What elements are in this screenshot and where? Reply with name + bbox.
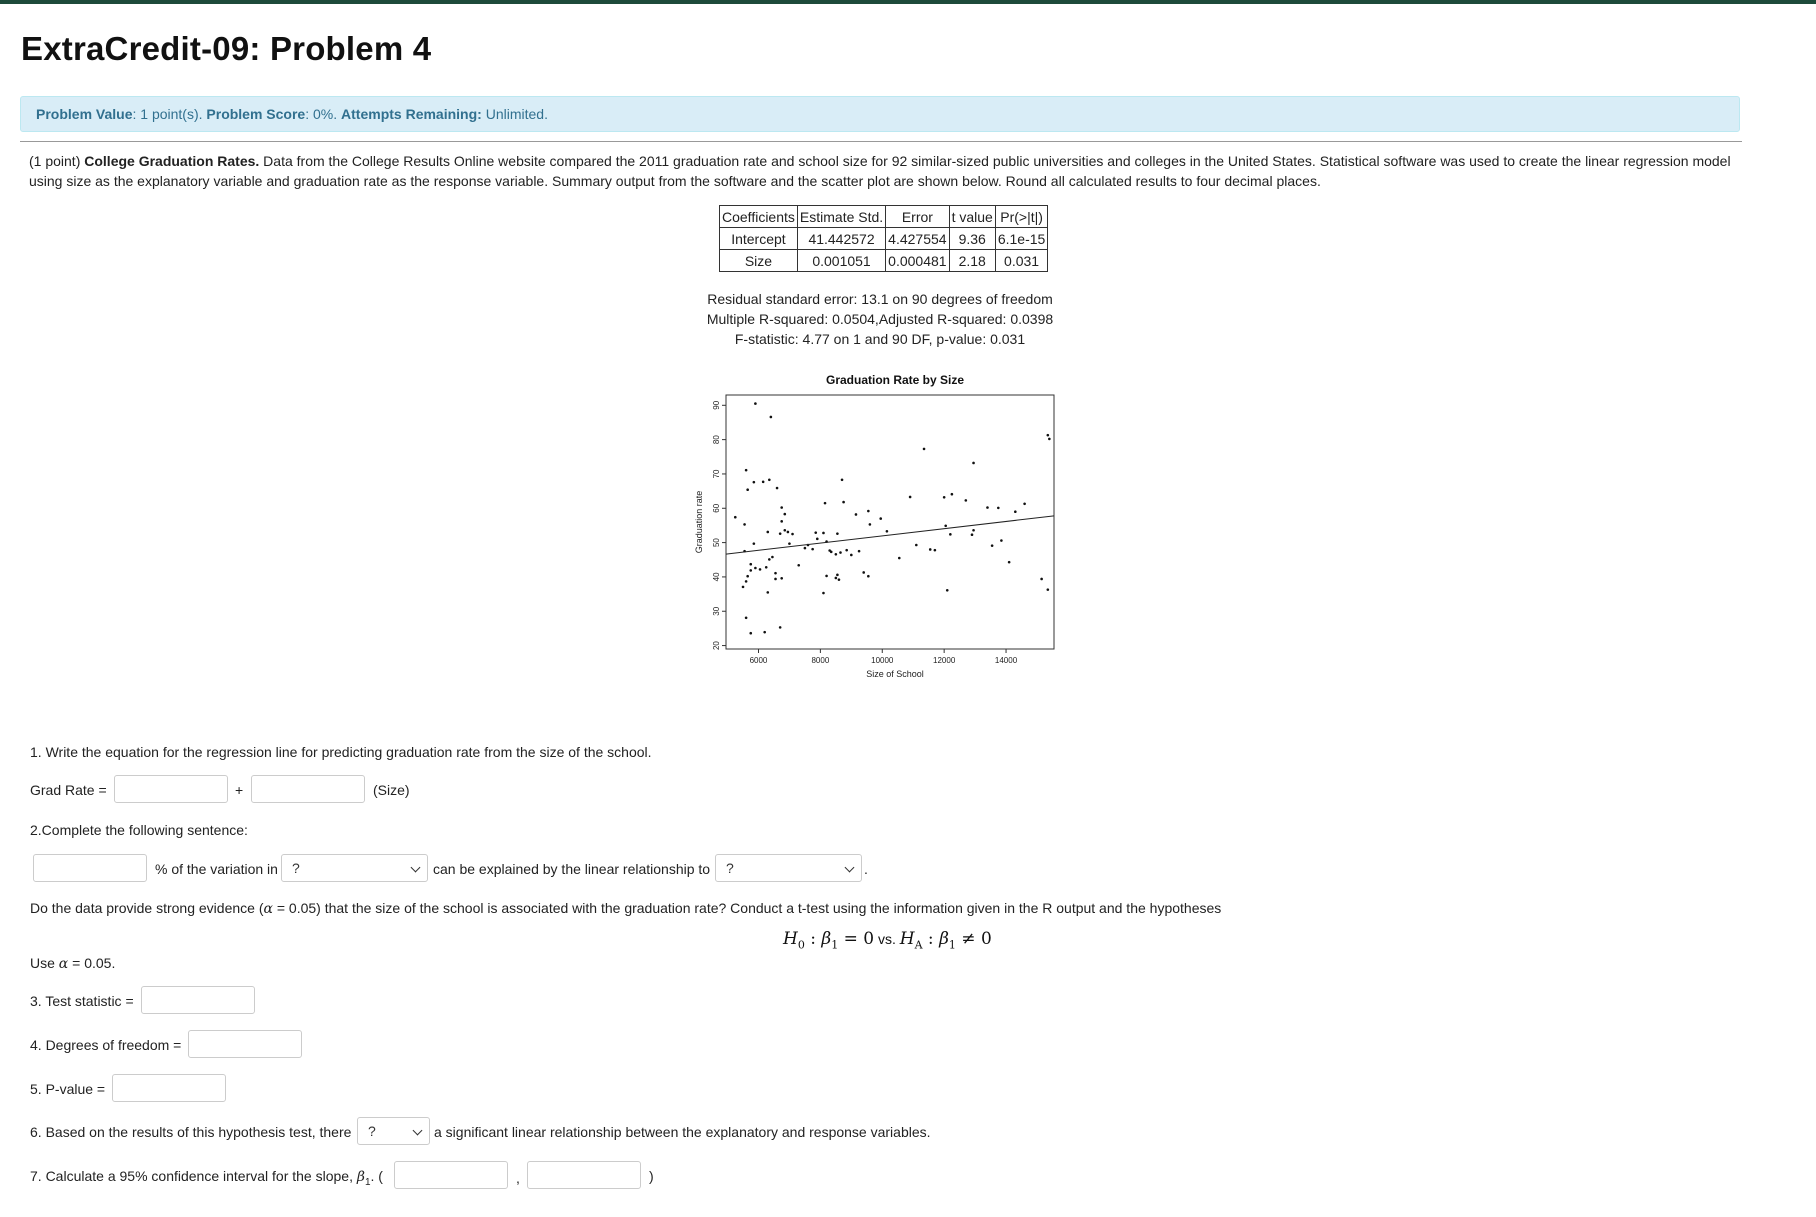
data-point xyxy=(929,548,932,551)
data-point xyxy=(1014,510,1017,513)
problem-value-label: Problem Value xyxy=(36,106,133,122)
data-point xyxy=(991,544,994,547)
table-header: Estimate Std. xyxy=(797,206,885,228)
data-point xyxy=(858,550,861,553)
plus-sign: + xyxy=(235,782,244,798)
data-point xyxy=(828,549,831,552)
data-point xyxy=(1047,588,1050,591)
ci-close: ) xyxy=(649,1168,654,1184)
data-point xyxy=(825,575,828,578)
table-cell: 0.031 xyxy=(995,250,1047,272)
data-point xyxy=(766,531,769,534)
evidence-prompt xyxy=(30,900,1221,917)
data-point xyxy=(822,532,825,535)
neq-text: ≠ 0 xyxy=(955,929,992,949)
data-point xyxy=(762,481,765,484)
data-point xyxy=(746,575,749,578)
eq-text: = 0 xyxy=(838,929,875,949)
summary-line: Residual standard error: 13.1 on 90 degrees of freedom xyxy=(707,291,1053,307)
data-point xyxy=(745,616,748,619)
data-point xyxy=(965,499,968,502)
data-point xyxy=(811,548,814,551)
table-cell: 41.442572 xyxy=(797,228,885,250)
vs-text: vs. xyxy=(874,931,900,947)
data-point xyxy=(915,544,918,547)
sentence-end: . xyxy=(864,861,868,877)
y-tick-label: 70 xyxy=(712,469,721,479)
data-point xyxy=(745,469,748,472)
regression-line xyxy=(726,516,1054,554)
data-point xyxy=(835,553,838,556)
intro-body: Data from the College Results Online website compared the 2011 graduation rate and school size for 92 similar-sized public universities and colleges in the United States. Statistical software was used to create the linear regression model using size as the explanatory variable and graduation rate as the response variable. Summary output from the software and the scatter plot are shown below. Round all calculated results to four decimal places. xyxy=(29,153,1731,189)
page-title: ExtraCredit-09: Problem 4 xyxy=(21,30,432,67)
percent-input[interactable] xyxy=(33,854,147,882)
problem-value-text: : 1 point(s). xyxy=(132,106,207,122)
select-value: ? xyxy=(292,860,300,876)
data-point xyxy=(768,558,771,561)
data-point xyxy=(824,502,827,505)
data-point xyxy=(768,478,771,481)
data-point xyxy=(836,574,839,577)
p-value-input[interactable] xyxy=(112,1074,226,1102)
evidence-text: Do the data provide strong evidence ( xyxy=(30,900,264,916)
slope-input[interactable] xyxy=(251,775,365,803)
y-tick-label: 20 xyxy=(712,641,721,651)
problem-score-text: : 0%. xyxy=(305,106,342,122)
test-statistic-label: 3. Test statistic = xyxy=(30,993,134,1009)
problem-info-box xyxy=(20,96,1740,132)
significance-select[interactable] xyxy=(357,1117,430,1145)
table-header: Error xyxy=(886,206,949,228)
use-alpha-text: = 0.05. xyxy=(68,955,116,971)
ci-lower-input[interactable] xyxy=(394,1161,508,1189)
variable-select-2[interactable] xyxy=(715,854,862,882)
data-point xyxy=(836,532,839,535)
data-point xyxy=(934,549,937,552)
data-point xyxy=(997,507,1000,510)
variable-select-1[interactable] xyxy=(281,854,428,882)
table-row xyxy=(720,250,1048,272)
data-point xyxy=(909,496,912,499)
data-point xyxy=(788,542,791,545)
attempts-text: Unlimited. xyxy=(481,106,548,122)
alpha-symbol: α xyxy=(58,956,69,972)
h-subscript: 0 xyxy=(797,938,805,952)
data-point xyxy=(867,510,870,513)
data-point xyxy=(742,586,745,589)
beta-symbol: β xyxy=(356,1169,365,1185)
x-tick-label: 12000 xyxy=(933,656,956,665)
data-point xyxy=(804,547,807,550)
data-point xyxy=(763,631,766,634)
degrees-of-freedom-input[interactable] xyxy=(188,1030,302,1058)
table-cell: 2.18 xyxy=(949,250,995,272)
ci-upper-input[interactable] xyxy=(527,1161,641,1189)
grad-rate-label: Grad Rate = xyxy=(30,782,107,798)
data-point xyxy=(779,532,782,535)
table-header-row xyxy=(720,206,1048,228)
beta-subscript: 1 xyxy=(364,1176,371,1188)
chevron-down-icon xyxy=(845,863,855,873)
q7-text: 7. Calculate a 95% confidence interval for the slope, xyxy=(30,1168,357,1184)
data-point xyxy=(949,533,952,536)
chevron-down-icon xyxy=(413,1126,423,1136)
x-tick-label: 10000 xyxy=(871,656,894,665)
table-cell: 4.427554 xyxy=(886,228,949,250)
y-tick-label: 90 xyxy=(712,400,721,410)
data-point xyxy=(791,533,794,536)
select-value: ? xyxy=(368,1123,376,1139)
data-point xyxy=(766,591,769,594)
data-point xyxy=(951,493,954,496)
top-bar xyxy=(0,0,1816,4)
data-point xyxy=(759,568,762,571)
p-value-label: 5. P-value = xyxy=(30,1081,106,1097)
y-tick-label: 30 xyxy=(712,606,721,616)
data-point xyxy=(787,531,790,534)
data-point xyxy=(780,506,783,509)
data-point xyxy=(780,577,783,580)
data-point xyxy=(850,554,853,557)
data-point xyxy=(734,516,737,519)
data-point xyxy=(972,462,975,465)
table-header: Pr(>|t|) xyxy=(995,206,1047,228)
question-7-prompt xyxy=(30,1168,383,1188)
data-point xyxy=(783,513,786,516)
select-value: ? xyxy=(726,860,734,876)
test-statistic-input[interactable] xyxy=(141,986,255,1014)
y-tick-label: 60 xyxy=(712,503,721,513)
data-point xyxy=(841,478,844,481)
regression-summary xyxy=(680,289,1080,349)
data-point xyxy=(867,575,870,578)
variation-text: % of the variation in xyxy=(155,861,278,877)
data-point xyxy=(1048,438,1051,441)
intercept-input[interactable] xyxy=(114,775,228,803)
problem-intro xyxy=(29,151,1739,191)
hypotheses: $H_0$ : $\beta_1 = 0$ vs. $H_A$ : $\beta_1 \ne 0$ xyxy=(783,929,992,952)
beta-symbol: β xyxy=(939,929,949,949)
question-2-prompt: 2.Complete the following sentence: xyxy=(30,822,248,838)
data-point xyxy=(944,524,947,527)
data-point xyxy=(765,566,768,569)
x-axis-label: Size of School xyxy=(866,669,924,679)
question-6-after: a significant linear relationship between the explanatory and response variables. xyxy=(434,1124,931,1140)
axis-ticks xyxy=(712,400,1018,665)
data-point xyxy=(1040,578,1043,581)
data-point xyxy=(971,533,974,536)
ci-comma: , xyxy=(516,1170,520,1186)
question-1-prompt: 1. Write the equation for the regression line for predicting graduation rate from the size of the school. xyxy=(30,744,652,760)
data-point xyxy=(879,517,882,520)
size-suffix: (Size) xyxy=(373,782,410,798)
data-point xyxy=(776,487,779,490)
data-point xyxy=(745,580,748,583)
coefficients-table xyxy=(719,205,1048,272)
data-point xyxy=(754,567,757,570)
table-row xyxy=(720,228,1048,250)
table-cell: 6.1e-15 xyxy=(995,228,1047,250)
data-point xyxy=(838,578,841,581)
data-points xyxy=(734,402,1051,634)
data-point xyxy=(743,523,746,526)
beta-subscript: 1 xyxy=(948,938,956,952)
x-tick-label: 14000 xyxy=(994,656,1018,665)
data-point xyxy=(749,569,752,572)
data-point xyxy=(814,531,817,534)
data-point xyxy=(943,496,946,499)
degrees-of-freedom-label: 4. Degrees of freedom = xyxy=(30,1037,182,1053)
use-alpha xyxy=(30,955,115,972)
data-point xyxy=(898,557,901,560)
h-subscript: A xyxy=(914,938,923,952)
data-point xyxy=(753,542,756,545)
table-cell: 0.001051 xyxy=(797,250,885,272)
y-tick-label: 50 xyxy=(712,538,721,548)
beta-symbol: β xyxy=(821,929,832,949)
data-point xyxy=(754,402,757,405)
h-symbol: H xyxy=(783,929,798,949)
table-header: Coefficients xyxy=(720,206,798,228)
problem-score-label: Problem Score xyxy=(206,106,306,122)
relationship-text: can be explained by the linear relationship to xyxy=(433,861,711,877)
table-header: t value xyxy=(949,206,995,228)
y-tick-label: 40 xyxy=(712,572,721,582)
alpha-symbol: α xyxy=(263,901,273,917)
data-point xyxy=(774,578,777,581)
data-point xyxy=(749,632,752,635)
data-point xyxy=(886,530,889,533)
data-point xyxy=(753,481,756,484)
table-cell: 0.000481 xyxy=(886,250,949,272)
data-point xyxy=(816,538,819,541)
intro-heading: College Graduation Rates. xyxy=(84,153,260,169)
data-point xyxy=(862,571,865,574)
intro-points: (1 point) xyxy=(29,153,85,169)
chevron-down-icon xyxy=(411,863,421,873)
chart-title: Graduation Rate by Size xyxy=(825,373,965,387)
data-point xyxy=(1047,434,1050,437)
data-point xyxy=(797,564,800,567)
x-tick-label: 8000 xyxy=(811,656,830,665)
scatter-plot xyxy=(688,368,1088,688)
data-point xyxy=(946,589,949,592)
evidence-text: = 0.05) that the size of the school is associated with the graduation rate? Conduct a t-test using the information given in the R output and the hypotheses xyxy=(272,900,1222,916)
data-point xyxy=(783,529,786,532)
table-cell: Intercept xyxy=(720,228,798,250)
data-point xyxy=(835,577,838,580)
table-cell: Size xyxy=(720,250,798,272)
data-point xyxy=(855,513,858,516)
y-axis-label: Graduation rate xyxy=(694,490,704,554)
data-point xyxy=(822,592,825,595)
data-point xyxy=(972,529,975,532)
divider xyxy=(20,141,1742,142)
use-alpha-text: Use xyxy=(30,955,59,971)
data-point xyxy=(774,572,777,575)
q7-open: . ( xyxy=(370,1168,383,1184)
question-6-text: 6. Based on the results of this hypothesis test, there xyxy=(30,1124,352,1140)
data-point xyxy=(746,488,749,491)
data-point xyxy=(749,563,752,566)
h-symbol: H xyxy=(899,929,915,949)
data-point xyxy=(845,549,848,552)
data-point xyxy=(986,506,989,509)
data-point xyxy=(1000,539,1003,542)
beta-subscript: 1 xyxy=(831,938,839,952)
data-point xyxy=(779,626,782,629)
data-point xyxy=(771,556,774,559)
x-tick-label: 6000 xyxy=(749,656,768,665)
data-point xyxy=(780,520,783,523)
summary-line: Multiple R-squared: 0.0504,Adjusted R-squared: 0.0398 xyxy=(706,311,1054,327)
data-point xyxy=(770,416,773,419)
y-tick-label: 80 xyxy=(712,435,721,445)
data-point xyxy=(842,501,845,504)
data-point xyxy=(1008,561,1011,564)
summary-line: F-statistic: 4.77 on 1 and 90 DF, p-value: 0.031 xyxy=(734,331,1026,347)
attempts-label: Attempts Remaining: xyxy=(341,106,482,122)
data-point xyxy=(1023,503,1026,506)
data-point xyxy=(923,448,926,451)
data-point xyxy=(839,551,842,554)
table-cell: 9.36 xyxy=(949,228,995,250)
data-point xyxy=(869,523,872,526)
